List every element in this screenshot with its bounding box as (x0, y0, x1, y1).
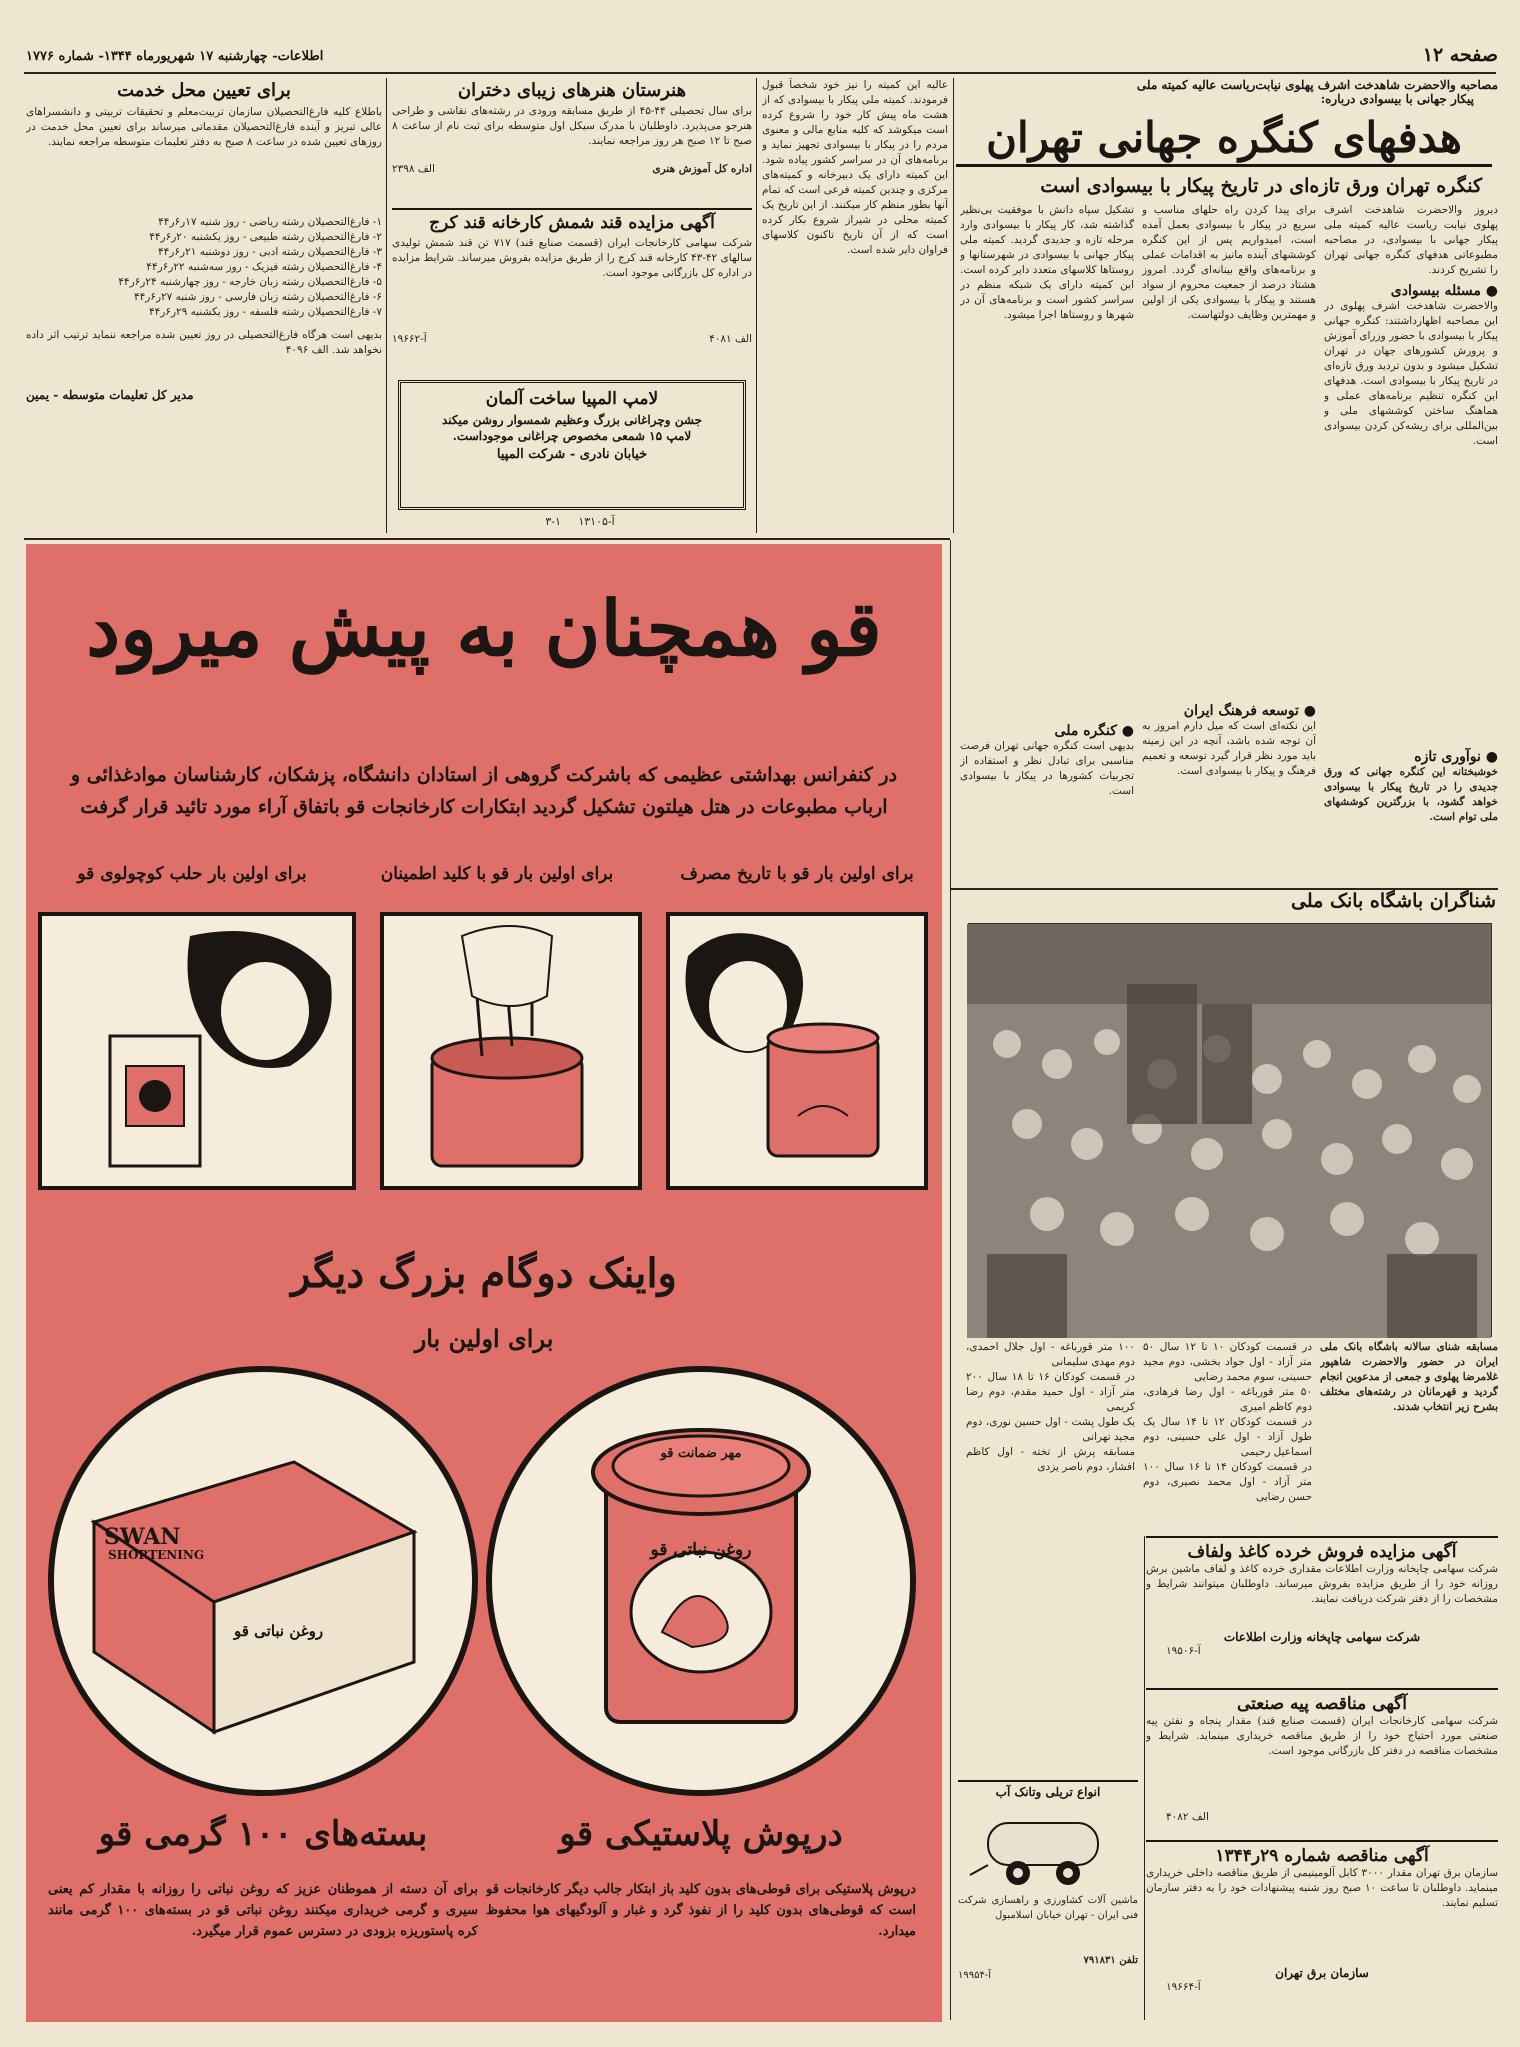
panel-caption: برای اولین بار قو با کلید اطمینان (380, 864, 614, 884)
small-tin-panel (38, 912, 356, 1190)
lead-body-1: دیروز والاحضرت شاهدخت اشرف پهلوی نیابت ریاست عالیه کمیته ملی پیکار جهانی با بیسوادی، در مصاحبه مطبوعاتی هدفهای کنگره جهانی تهران را تشریح کردند. (1324, 204, 1498, 276)
cable-tender-ad: آگهی مناقصه شماره ۲۹ر۱۳۴۴ سازمان برق تهران مقدار ۳۰۰۰ کابل آلومینیمی از طریق مناقصه داخلی خریداری مینماید. داوطلبان تا ساعت ۱۰ صبح روز شنبه پیشنهادات خود را به دفتر سازمان تسلیم نمایند. سازمان برق تهران آ-۱۹۶۶۴ (1146, 1840, 1498, 2020)
header-rule (24, 72, 1496, 74)
teacher-placement-notice: برای تعیین محل خدمت باطلاع کلیه فارغ‌التحصیلان سازمان تربیت‌معلم و تحقیقات تربیتی و دانشسراهای عالی تبریز و آینده فارغ‌التحصیلان مقدماتی میرساند برای تعیین محل خدمت در روزهای تعیین شده در ساعت ۸ صبح به دفتر تعلیمات متوسطه مراجعه نمایند. ۱- فارغ‌التحصیلان رشته ریاضی - روز شنبه ۱۷ر۶ر۴۴ ۲- فارغ‌التحصیلان رشته طبیعی - روز یکشنبه ۲۰ر۶ر۴۴ ۳- فارغ‌التحصیلان رشته ادبی - روز دوشنبه ۲۱ر۶ر۴۴ ۴- فارغ‌التحصیلان رشته فیزیک - روز سه‌شنبه ۲۲ر۶ر۴۴ ۵- فارغ‌التحصیلان رشته زبان خارجه - روز چهارشنبه ۲۴ر۶ر۴۴ ۶- فارغ‌التحصیلان رشته زبان فارسی - روز شنبه ۲۷ر۶ر۴۴ ۷- فارغ‌التحصیلان رشته فلسفه - روز یکشنبه ۲۹ر۶ر۴۴ بدیهی است هرگاه فارغ‌التحصیلی در روز تعیین شده مراجعه ننماید ترتیب اثر داده نخواهد شد. الف ۴۰۹۶ مدیر کل تعلیمات متوسطه - یمین (26, 80, 382, 402)
swan-shortening-ad (26, 544, 942, 2022)
placement-row: ۳- فارغ‌التحصیلان رشته ادبی - روز دوشنبه ۲۱ر۶ر۴۴ (158, 246, 382, 258)
results-col: ۱۰۰ متر قورباغه - اول جلال احمدی، دوم مهدی سلیمانی در قسمت کودکان ۱۶ تا ۱۸ سال ۲۰۰ متر آزاد - اول حمید مقدم، دوم رضا کریمی یک طول پشت - اول حسین نوری، دوم مجید تهرانی مسابقه پرش از تخته - اول کاظم افشار، دوم ناصر یزدی (966, 1341, 1135, 1473)
panel-caption: برای اولین بار قو با تاریخ مصرف (680, 864, 914, 884)
lead-kicker-2: پیکار جهانی با بیسوادی درباره: (1320, 92, 1474, 106)
plastic-lid-circle (486, 1366, 916, 1796)
circle-caption: درپوش پلاستیکی قو (559, 1814, 843, 1854)
ad-foot-1: درپوش پلاستیکی برای قوطی‌های بدون کلید باز ابتکار جالب دیگر کارخانجات قو است که قوطی‌های بدون کلید را از نفوذ گرد و غبار و آلودگیهای هوا محفوظ میدارد. (486, 1882, 916, 1939)
woman-with-can-illustration (668, 916, 924, 1188)
tallow-tender-ad: آگهی مناقصه پیه صنعتی شرکت سهامی کارخانجات ایران (قسمت صنایع قند) مقدار پنجاه و نفتن پیه صنعتی مورد احتیاج خود را از طریق مناقصه خریداری مینماید. شرایط و مشخصات مناقصه در دفتر کل بازرگانی موجود است. الف ۴۰۸۲ (1146, 1688, 1498, 1838)
shortening-pack-illustration (54, 1372, 472, 1790)
issue-line: اطلاعات- چهارشنبه ۱۷ شهریورماه ۱۳۴۴- شماره ۱۷۷۶ (26, 49, 324, 64)
panel-caption: برای اولین بار حلب کوچولوی قو (77, 864, 307, 884)
column-rule (950, 540, 951, 2020)
page-number: صفحه ۱۲ (1422, 44, 1498, 66)
results-col: در قسمت کودکان ۱۰ تا ۱۲ سال ۵۰ متر آزاد - اول جواد بخشی، دوم مجید حسینی، سوم محمد رضایی ۵۰ متر قورباغه - اول رضا فرهادی، دوم کاظم امیری در قسمت کودکان ۱۲ تا ۱۴ سال یک طول آزاد - اول علی حسینی، دوم اسماعیل رحیمی در قسمت کودکان ۱۴ تا ۱۶ سال ۱۰۰ متر آزاد - اول محمد نصیری، دوم حسن رضایی (1143, 1341, 1312, 1503)
continued-story: عالیه این کمیته را نیز خود شخصاً قبول فرمودند. کمیته ملی پیکار با بیسوادی که از هشت ماه پیش کار خود را شروع کرده است میکوشد که کلیه منابع مالی و معنوی مردم را در پیکار با بیسوادی تجهیز نماید و برنامه‌های آن در سراسر کشور پیاده شود. این کمیته دارای یک دبیرخانه و کمیته‌های مرکزی و چندین کمیته فرعی است که تمام آنها بطور منظم کار میکنند. از این تاریخ یک کمیته محلی در شیراز شروع بکار کرده است که از آن تاریخ تاکنون کلاسهای فراوان دایر شده است. (762, 79, 948, 256)
can-lid-label: مهر ضمانت قو (660, 1446, 742, 1461)
ad-foot-2: برای آن دسته از هموطنان عزیز که روغن نباتی را روزانه با مقدار کم یعنی سیری و گرمی خریداری میکنند روغن نباتی قو در بسته‌های ۱۰۰ گرمی مانند کره پاستوریزه بزودی در دسترس عموم قرار میگیرد. (48, 1882, 478, 1939)
lead-col2-body-2: این نکته‌ای است که میل دارم امروز به آن توجه شده باشد، آنچه در این زمینه باید مورد نظر قرار گیرد توسعه و تعمیم فرهنگ و پیکار با بیسوادی است. (1142, 720, 1316, 777)
art-school-ad: هنرستان هنرهای زیبای دختران برای سال تحصیلی ۴۴-۴۵ از طریق مسابقه ورودی در رشته‌های نقاشی و طراحی هنرجو می‌پذیرد. داوطلبان با مدرک سیکل اول متوسطه برای ثبت نام از ساعت ۸ صبح تا ۱۲ صبح هر روز مراجعه نمایند. اداره کل آموزش هنری الف ۲۳۹۸ (392, 80, 752, 175)
lead-col3-body: تشکیل سپاه دانش با موفقیت بی‌نظیر گذاشته شد، کار پیکار با بیسوادی وارد مرحله تازه و جدیدی گردید. کمیته ملی پیکار جهانی با بیسوادی در شهرستانها و روستاها کلاسهای متعدد دایر کرده است. این کمیته دارای یک شبکه منظم در سراسر کشور است و برنامه‌های آن در شهرها و روستاها اجرا میشود. (960, 204, 1134, 321)
placement-row: ۶- فارغ‌التحصیلان رشته زبان فارسی - روز شنبه ۲۷ر۶ر۴۴ (133, 291, 382, 303)
swimmers-photo (968, 923, 1492, 1337)
sugar-auction-ad: آگهی مزایده قند شمش کارخانه قند کرج شرکت سهامی کارخانجات ایران (قسمت صنایع قند) ۷۱۷ تن قند شمش تولیدی سالهای ۴۲-۴۳ کارخانه قند کرج را از طریق مزایده بفروش میرساند. شرایط مزایده در اداره کل بازرگانی موجود است. الف ۴۰۸۱ آ-۱۹۶۶۲ (392, 208, 752, 368)
lead-section-head: ● کنگره ملی (1054, 723, 1134, 739)
ad-intro: در کنفرانس بهداشتی عظیمی که باشرکت گروهی از استادان دانشگاه، پزشکان، کارشناسان موادغذائی و (70, 764, 898, 786)
lamp-code: آ-۱۳۱۰۵ ۱-۳ (545, 515, 615, 528)
ad-subtag: برای اولین بار (414, 1324, 554, 1353)
ad-intro-2: ارباب مطبوعات در هتل هیلتون تشکیل گردید ابتکارات کارخانجات قو باتفاق آراء مورد تائید قرار گرفت (80, 796, 888, 818)
expiry-date-panel (666, 912, 928, 1190)
pack-label: روغن نباتی قو (234, 1622, 324, 1640)
lead-body-3: خوشبختانه این کنگره جهانی که ورق جدیدی را در تاریخ پیکار با بیسوادی خواهد گشود، با بزرگترین کوششهای ملی توام است. (1324, 766, 1498, 823)
placement-row: ۱- فارغ‌التحصیلان رشته ریاضی - روز شنبه ۱۷ر۶ر۴۴ (158, 216, 382, 228)
paper-auction-ad: آگهی مزایده فروش خرده کاغذ ولفاف شرکت سهامی چاپخانه وزارت اطلاعات مقداری خرده کاغذ و لفاف ماشین برش روزانه خود را از طریق مزایده بفروش میرساند. داوطلبان میتوانند شرایط و مشخصات را از دفتر شرکت دریافت نمایند. شرکت سهامی چاپخانه وزارت اطلاعات آ-۱۹۵۰۶ (1146, 1536, 1498, 1686)
lead-article (950, 78, 1498, 908)
pack-brand: SWAN (104, 1524, 181, 1550)
placement-row: ۵- فارغ‌التحصیلان رشته زبان خارجه - روز چهارشنبه ۲۴ر۶ر۴۴ (118, 276, 382, 288)
lead-kicker: مصاحبه والاحضرت شاهدخت اشرف پهلوی نیابت‌ریاست عالیه کمیته ملی (1136, 78, 1498, 92)
placement-row: ۴- فارغ‌التحصیلان رشته فیزیک - روز سه‌شنبه ۲۲ر۶ر۴۴ (146, 261, 382, 273)
circle-caption: بسته‌های ۱۰۰ گرمی قو (98, 1814, 428, 1854)
lead-section-head: ● نوآوری تازه (1414, 749, 1498, 765)
can-label: روغن نباتی قو (650, 1540, 752, 1560)
pack-sub: SHORTENING (108, 1548, 205, 1562)
trailer-ad: انواع تریلی وتانک آب ماشین آلات کشاورزی و راهسازی شرکت فنی ایران - تهران خیابان اسلامبول تلفن ۷۹۱۸۳۱ آ-۱۹۹۵۴ (958, 1780, 1138, 2020)
photo-title: شناگران باشگاه بانک ملی (1291, 890, 1496, 912)
photo-caption: مسابقه شنای سالانه باشگاه بانک ملی ایران در حضور والاحضرت شاهپور غلامرضا پهلوی و جمعی از مدعوین انجام گردید و قهرمانان در رشته‌های مختلف بشرح زیر انتخاب شدند. (1320, 1341, 1498, 1413)
ad-headline: قو همچنان به پیش میرود (86, 584, 882, 673)
trailer-illustration (958, 1803, 1138, 1893)
placement-row: ۲- فارغ‌التحصیلان رشته طبیعی - روز یکشنبه ۲۰ر۶ر۴۴ (149, 231, 382, 243)
lead-section-head: ● توسعه فرهنگ ایران (1183, 703, 1316, 719)
lead-col3-body-2: بدیهی است کنگره جهانی تهران فرصت مناسبی برای تبادل نظر و استفاده از تجربیات کشورها در پیکار با بیسوادی است. (960, 740, 1134, 797)
100g-pack-circle (48, 1366, 478, 1796)
photo-crowd (967, 924, 1491, 1338)
hand-opening-can-illustration (382, 916, 638, 1188)
safety-key-panel (380, 912, 642, 1190)
woman-with-tin-illustration (40, 916, 352, 1188)
lead-col2-body: برای پیدا کردن راه حلهای مناسب و سریع در پیکار با بیسوادی بعمل آمده است، امیدواریم پس از این کنگره کوششهای آینده مانیز به اقدامات عملی و برنامه‌های واقع بینانه‌ای گردد. امروز هشتاد درصد از جمعیت محروم از سواد هستند و پیکار با بیسوادی یکی از اولین و مهمترین وظایف دولتهاست. (1142, 204, 1316, 321)
lead-title: هدفهای کنگره جهانی تهران (956, 112, 1492, 167)
lidded-can-illustration (492, 1372, 910, 1790)
lead-subtitle: کنگره تهران ورق تازه‌ای در تاریخ پیکار با بیسوادی است (1040, 175, 1482, 197)
results-columns (966, 1340, 1312, 1540)
lead-section-head: ● مسئله بیسوادی (1390, 283, 1498, 299)
lead-body-2: والاحضرت شاهدخت اشرف پهلوی در این مصاحبه اظهارداشتند: کنگره جهانی پیکار با بیسوادی با حضور وزرای آموزش و پرورش کشورهای جهان در تهران تشکیل میشود و بدون تردید ورق تازه‌ای در تاریخ پیکار با بیسوادی است. هدفهای این کنگره تنظیم برنامه‌های عملی و هماهنگ ساختن کوششهای ملی و بین‌المللی برای ریشه‌کن کردن بیسوادی است. (1324, 300, 1498, 447)
ad-tagline: واینک دوگام بزرگ دیگر (291, 1250, 677, 1297)
olympia-lamp-ad: لامپ المپیا ساخت آلمان جشن وچراغانی بزرگ وعظیم شمسوار روشن میکند لامپ ۱۵ شمعی مخصوص چراغانی موجوداست. خیابان نادری - شرکت المپیا (398, 380, 746, 510)
placement-row: ۷- فارغ‌التحصیلان رشته فلسفه - روز یکشنبه ۲۹ر۶ر۴۴ (148, 306, 382, 318)
